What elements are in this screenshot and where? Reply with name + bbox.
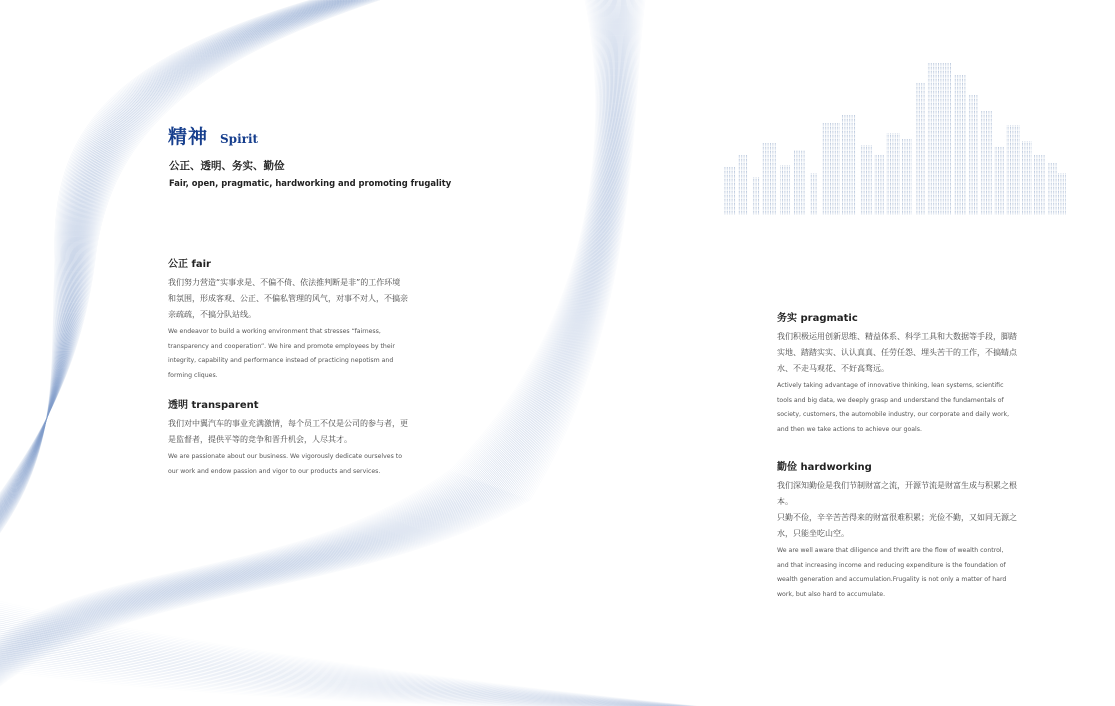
skyline-building	[968, 95, 978, 215]
skyline-building	[1048, 163, 1058, 215]
wave-line	[0, 620, 760, 706]
skyline-building	[902, 139, 912, 215]
motto-chinese: 公正、透明、务实、勤俭	[169, 160, 285, 172]
skyline-building	[860, 145, 872, 215]
wave-line	[0, 600, 760, 706]
skyline-building	[994, 147, 1004, 215]
transparent-section	[168, 396, 408, 479]
skyline-building	[794, 150, 806, 215]
skyline-building	[954, 75, 966, 215]
skyline-building	[916, 83, 926, 215]
hardworking-text-english: We are well aware that diligence and thrift are the flow of wealth control, and that increasing income and reducing expenditure is the foundation of wealth generation and accumulation.Frugality is not only a matter of hard work, but also hard to accumulate.	[777, 547, 1007, 598]
wave-line	[0, 634, 760, 706]
fair-text-english: We endeavor to build a working environment that stresses “fairness, transparency and cooperation”. We hire and promote employees by their integrity, capability and performance instead of practicing nepotism and forming cliques.	[168, 328, 395, 379]
skyline-building	[822, 123, 840, 215]
skyline-building	[780, 165, 790, 215]
transparent-text-english: We are passionate about our business. We vigorously dedicate ourselves to our work and endow passion and vigor to our products and services.	[168, 453, 402, 475]
skyline-building	[1022, 141, 1032, 215]
skyline-building	[752, 177, 760, 215]
wave-line	[0, 640, 760, 706]
hardworking-section	[777, 458, 1017, 602]
fair-text-chinese: 我们努力营造“实事求是、不偏不倚、依法推判断是非”的工作环境和氛围，形成客观、公正、不偏私管理的风气，对事不对人，不搞亲亲疏疏，不搞分队站线。	[168, 278, 408, 319]
city-skyline-graphic	[722, 55, 1067, 215]
skyline-building	[927, 63, 951, 215]
hardworking-heading: 勤俭 hardworking	[777, 462, 872, 473]
title-english: Spirit	[220, 132, 259, 146]
skyline-building	[1058, 173, 1066, 215]
pragmatic-text-english: Actively taking advantage of innovative thinking, lean systems, scientific tools and big data, we deeply grasp and understand the fundamentals of society, customers, the automobile industry, our corporate and daily work, and then we take actions to achieve our goals.	[777, 382, 1010, 433]
motto-english: Fair, open, pragmatic, hardworking and promoting frugality	[169, 178, 452, 188]
hardworking-text-chinese-2: 只勤不俭，辛辛苦苦得来的财富很难积累；光俭不勤，又如同无源之水，只能坐吃山空。	[777, 513, 1017, 538]
skyline-building	[724, 167, 736, 215]
skyline-building	[762, 143, 776, 215]
skyline-building	[1006, 125, 1020, 215]
skyline-building	[1034, 155, 1046, 215]
fair-section	[168, 255, 408, 383]
skyline-building	[874, 155, 884, 215]
wave-line	[0, 608, 760, 706]
wave-line	[0, 628, 760, 706]
pragmatic-section	[777, 309, 1017, 437]
fair-heading: 公正 fair	[168, 259, 211, 270]
skyline-building	[842, 115, 856, 215]
wave-line	[0, 638, 760, 706]
skyline-building	[886, 133, 900, 215]
hardworking-text-chinese: 我们深知勤俭是我们节制财富之流，开源节流是财富生成与积累之根本。	[777, 481, 1017, 506]
transparent-heading: 透明 transparent	[168, 400, 259, 411]
pragmatic-heading: 务实 pragmatic	[777, 313, 858, 324]
skyline-building	[810, 173, 818, 215]
transparent-text-chinese: 我们对中翼汽车的事业充满激情，每个员工不仅是公司的参与者，更是监督者，提供平等的竞争和晋升机会，人尽其才。	[168, 419, 408, 444]
wave-line	[0, 614, 760, 706]
pragmatic-text-chinese: 我们积极运用创新思维、精益体系、科学工具和大数据等手段，脚踏实地、踏踏实实、认认真真、任劳任怨、埋头苦干的工作，不搞蜻点水、不走马观花、不好高骛远。	[777, 332, 1017, 373]
skyline-building	[738, 155, 748, 215]
title-chinese: 精神	[168, 126, 209, 148]
section-title	[168, 122, 258, 149]
skyline-building	[980, 111, 992, 215]
